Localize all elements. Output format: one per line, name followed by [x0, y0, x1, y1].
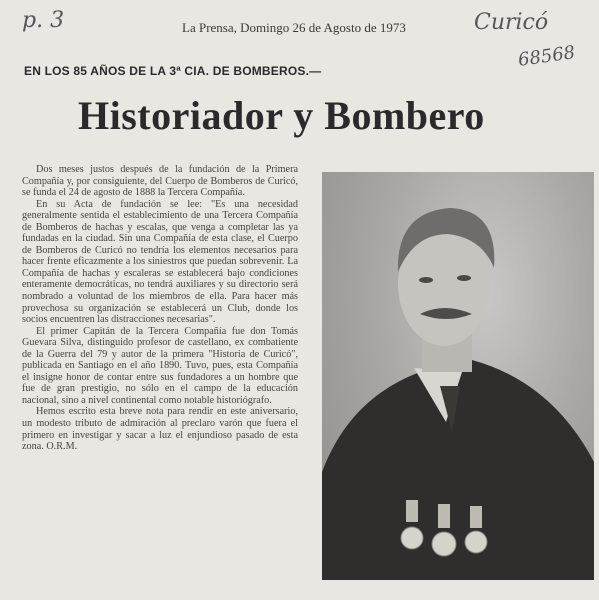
portrait-photo	[322, 172, 594, 580]
handwritten-catalog-number: 68568	[516, 42, 577, 71]
headline: Historiador y Bombero	[78, 93, 485, 138]
kicker: EN LOS 85 AÑOS DE LA 3ª CIA. DE BOMBEROS.—	[24, 64, 322, 78]
dateline: La Prensa, Domingo 26 de Agosto de 1973	[182, 20, 406, 35]
handwritten-city-note: Curicó	[474, 10, 549, 35]
article-body	[22, 164, 298, 453]
portrait-eye	[419, 277, 433, 283]
paragraph: Hemos escrito esta breve nota para rendir en este aniversario, un modesto tributo de admiración al preclaro varón que fuera el primero en investigar y sacar a luz el enjundioso pasado de esta zona. O.R.M.	[22, 406, 298, 453]
paragraph: El primer Capitán de la Tercera Compañía fue don Tomás Guevara Silva, distinguido profesor de castellano, ex combatiente de la Guerra del 79 y autor de la primera "Historia de Curicó", publicada en Santiago en el año 1890. Tuvo, pues, esta Compañía el insigne honor de contar entre sus fundadores a un hombre que fue de gran prestigio, no sólo en el campo de la educación nacional, sino a nivel continental como notable historiógrafo.	[22, 325, 298, 406]
paragraph: En su Acta de fundación se lee: "Es una necesidad generalmente sentida el establecimiento de una Tercera Compañía de Bomberos de hachas y escalas, que venga a completar las ya fundadas en la ciudad. Sin una Compañía de esta clase, el Cuerpo de Bomberos de Curicó no tendría los elementos necesarios para hacer frente eficazmente a los siniestros que puedan sobrevenir. La Compañía de hachas y escaleras se establecerá bajo condiciones enteramente democráticas, no tendrá auxiliares y su directorio será nombrado a voluntad de los miembros de ella. Para hacer más provechosa su organización se establecerá un Club, donde los socios encuentren las distracciones necesarias".	[22, 198, 298, 326]
paragraph: Dos meses justos después de la fundación de la Primera Compañía y, por consiguiente, del Cuerpo de Bomberos de Curicó, se funda el 24 de agosto de 1888 la Tercera Compañía.	[22, 164, 298, 199]
portrait-eye	[457, 275, 471, 281]
medals	[401, 500, 487, 556]
handwritten-page-mark: p. 3	[22, 8, 65, 33]
